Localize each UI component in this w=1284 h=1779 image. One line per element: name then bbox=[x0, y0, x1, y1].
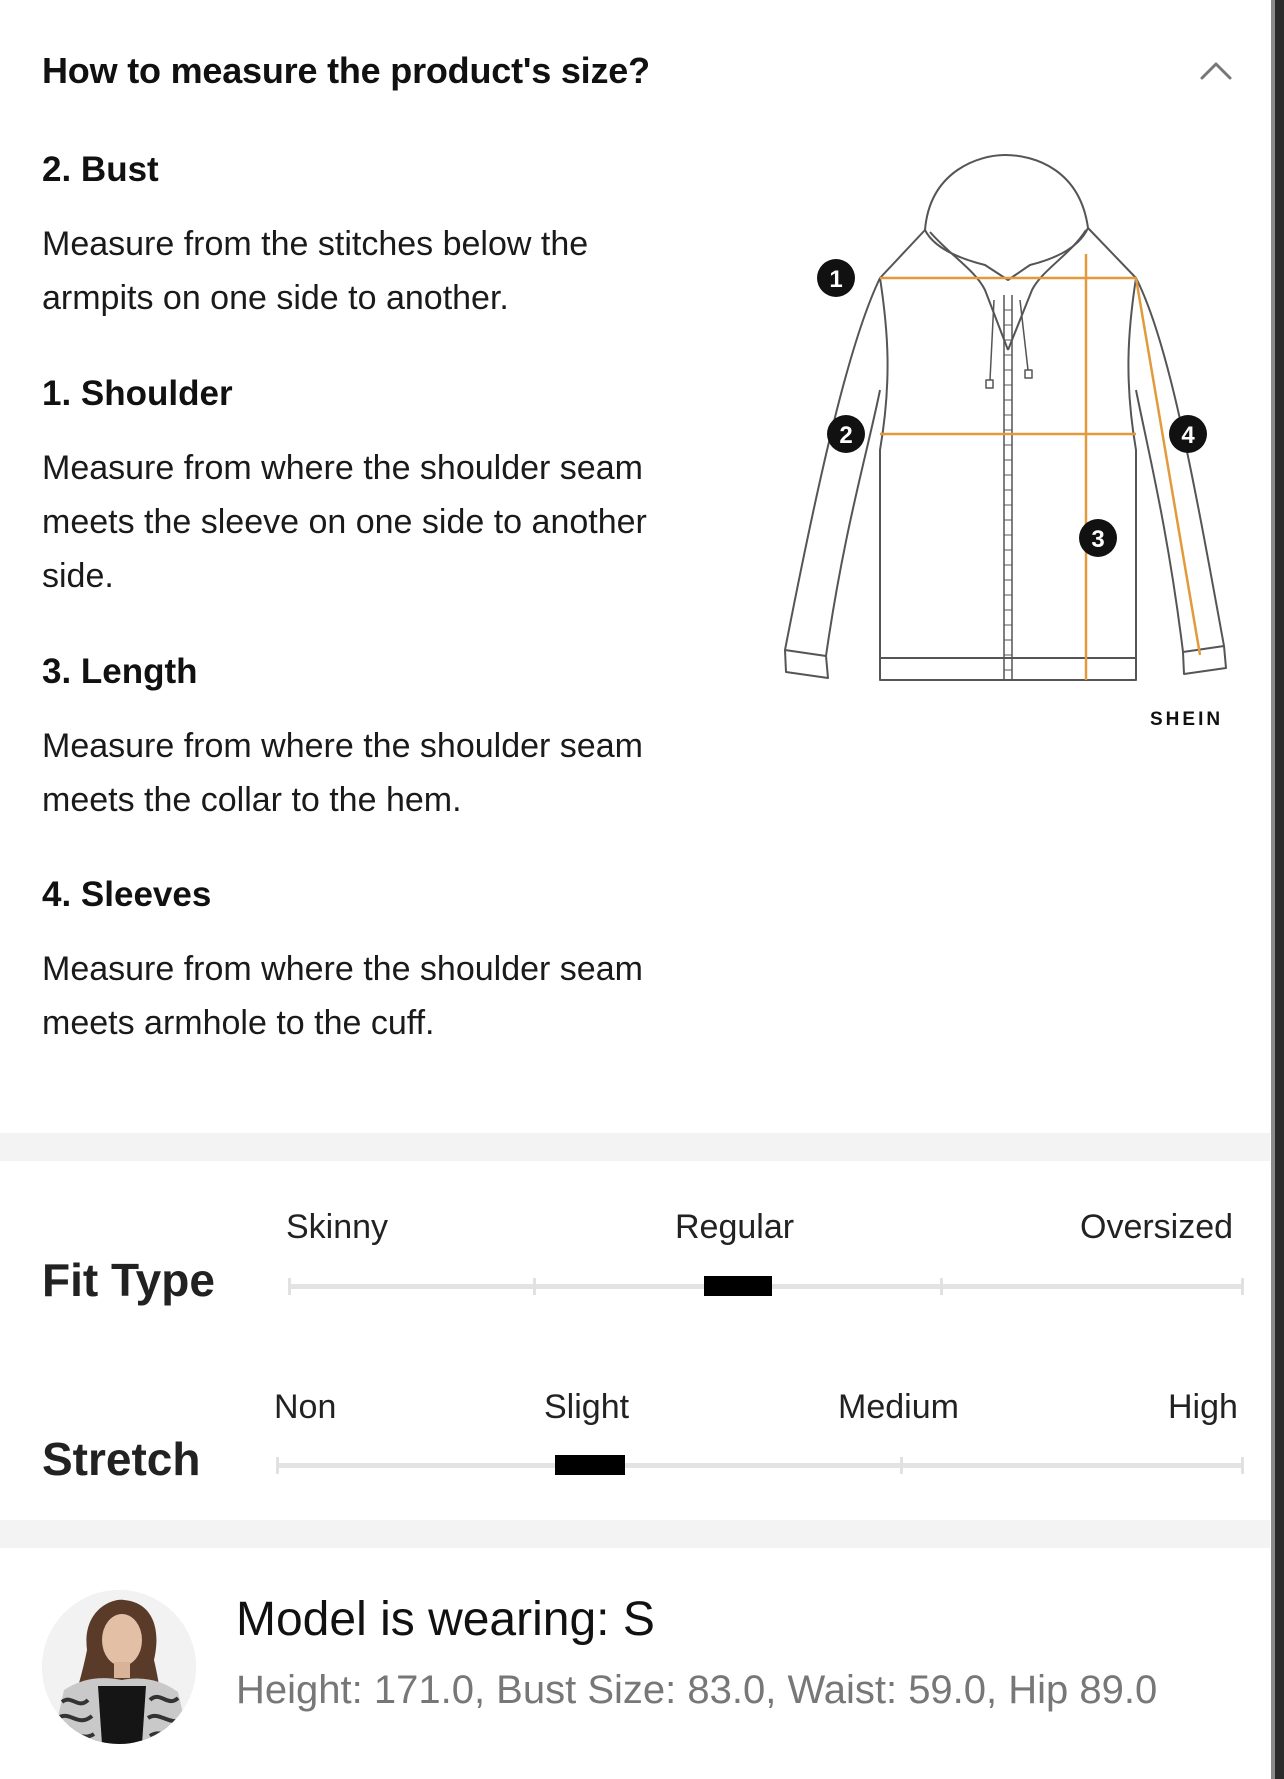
shoulder-title: 1. Shoulder bbox=[42, 374, 233, 413]
diagram-marker-3 bbox=[1079, 519, 1117, 557]
model-measurements: Height: 171.0, Bust Size: 83.0, Waist: 59.0, Hip 89.0 bbox=[236, 1668, 1158, 1712]
sleeves-title: 4. Sleeves bbox=[42, 875, 212, 914]
diagram-marker-1 bbox=[817, 259, 855, 297]
svg-text:3: 3 bbox=[1091, 526, 1105, 553]
stretch-tick bbox=[276, 1457, 279, 1474]
fit-option-regular: Regular bbox=[675, 1208, 795, 1246]
fit-tick bbox=[533, 1278, 536, 1295]
fit-tick bbox=[1241, 1278, 1244, 1295]
stretch-option-non: Non bbox=[274, 1388, 337, 1426]
stretch-marker bbox=[555, 1455, 625, 1475]
shoulder-desc: Measure from where the shoulder seam meets the sleeve on one side to another side. bbox=[42, 449, 647, 595]
svg-text:2: 2 bbox=[839, 422, 853, 449]
length-title: 3. Length bbox=[42, 652, 198, 691]
section-divider bbox=[0, 1520, 1270, 1548]
fit-option-oversized: Oversized bbox=[1080, 1208, 1234, 1246]
stretch-tick bbox=[1241, 1457, 1244, 1474]
svg-text:1: 1 bbox=[829, 266, 843, 293]
stretch-label: Stretch bbox=[42, 1433, 201, 1485]
chevron-up-icon bbox=[1196, 52, 1236, 88]
model-wearing-size: Model is wearing: S bbox=[236, 1593, 655, 1646]
fit-type-marker bbox=[704, 1276, 772, 1296]
length-desc: Measure from where the shoulder seam meets the collar to the hem. bbox=[42, 727, 643, 819]
stretch-option-slight: Slight bbox=[544, 1388, 630, 1426]
diagram-marker-2 bbox=[827, 415, 865, 453]
diagram-marker-4 bbox=[1169, 415, 1207, 453]
fit-type-label: Fit Type bbox=[42, 1254, 215, 1306]
fit-option-skinny: Skinny bbox=[286, 1208, 389, 1246]
fit-tick bbox=[940, 1278, 943, 1295]
model-photo bbox=[42, 1590, 196, 1744]
scrollbar[interactable] bbox=[1271, 0, 1284, 1779]
section-divider bbox=[0, 1133, 1270, 1161]
model-avatar bbox=[42, 1590, 196, 1744]
fit-tick bbox=[288, 1278, 291, 1295]
stretch-option-medium: Medium bbox=[838, 1388, 959, 1426]
stretch-track bbox=[276, 1463, 1244, 1468]
stretch-tick bbox=[900, 1457, 903, 1474]
stretch-option-high: High bbox=[1168, 1388, 1238, 1426]
svg-text:4: 4 bbox=[1181, 422, 1195, 449]
collapse-button[interactable] bbox=[1196, 52, 1236, 88]
bust-title: 2. Bust bbox=[42, 150, 159, 189]
bust-desc: Measure from the stitches below the armpits on one side to another. bbox=[42, 225, 589, 317]
hoodie-diagram bbox=[780, 150, 1240, 730]
measure-title: How to measure the product's size? bbox=[42, 50, 650, 91]
brand-logo: SHEIN bbox=[1150, 709, 1224, 730]
sleeves-desc: Measure from where the shoulder seam meets armhole to the cuff. bbox=[42, 950, 643, 1042]
